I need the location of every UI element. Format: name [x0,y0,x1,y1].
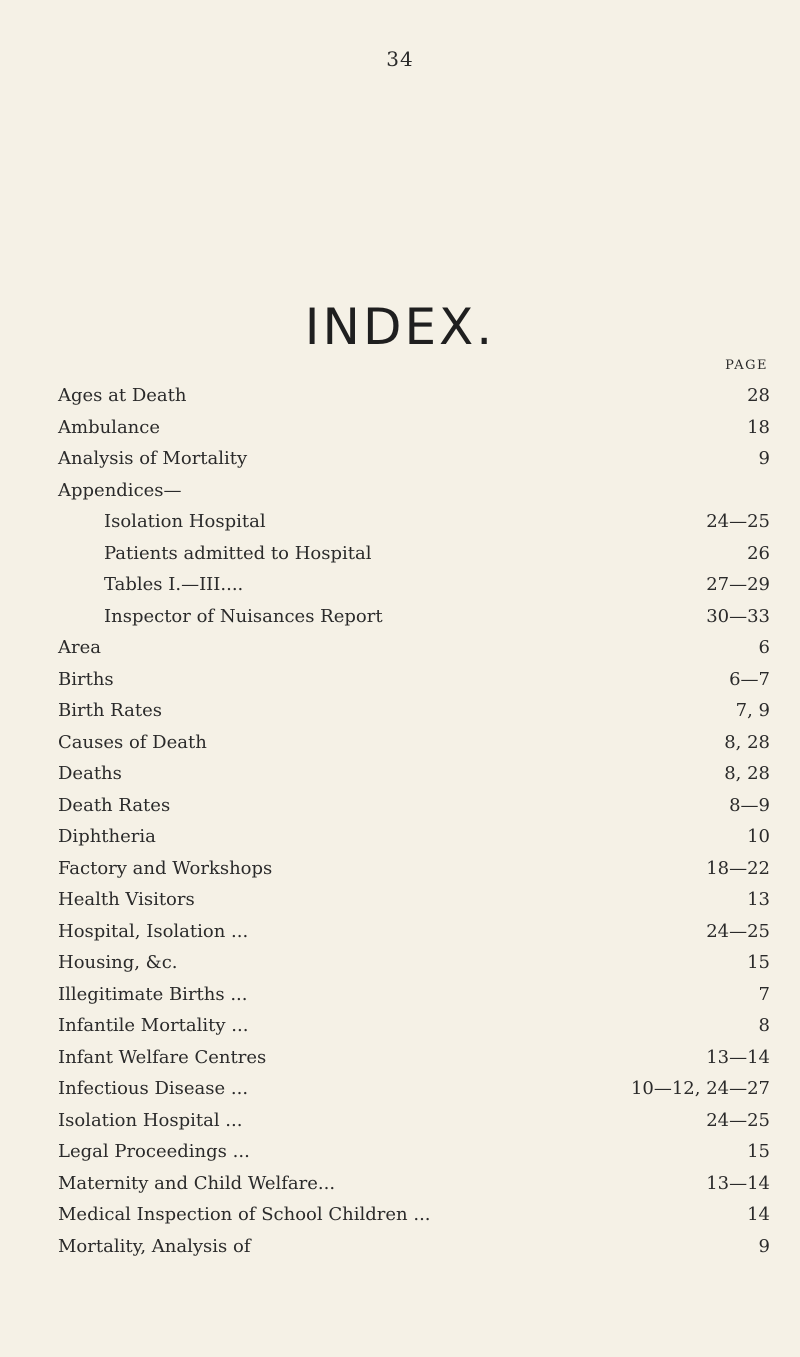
entry-page-ref: 10 [747,826,770,847]
index-subentry [58,506,770,538]
index-entries [58,380,770,1262]
entry-label: Appendices— [58,479,182,501]
index-entry [58,727,770,759]
entry-label: Housing, &c. [58,952,178,973]
entry-label: Medical Inspection of School Children ... [58,1204,431,1225]
page-number: 34 [386,47,414,71]
entry-label: Patients admitted to Hospital [104,542,372,564]
entry-page-ref: 10—12, 24—27 [630,1078,770,1099]
entry-label: Area [58,637,101,658]
entry-page-ref: 27—29 [706,574,770,595]
entry-label: Factory and Workshops [58,857,273,879]
entry-page-ref: 24—25 [706,920,770,942]
entry-label: Deaths [58,763,122,784]
entry-label: Isolation Hospital ... [58,1109,243,1131]
entry-page-ref: 13—14 [706,1046,770,1068]
entry-page-ref: 26 [747,542,770,564]
entry-label: Ages at Death [58,385,187,406]
entry-page-ref: 18 [747,416,770,438]
entry-page-ref: 8—9 [729,794,770,816]
index-entry [58,380,770,412]
index-entry [58,916,770,948]
index-entry [58,1010,770,1042]
page-column-header: PAGE [725,358,768,373]
entry-page-ref: 24—25 [706,1109,770,1131]
entry-label: Analysis of Mortality [58,448,248,469]
entry-label: Infectious Disease ... [58,1078,249,1099]
index-entry [58,1042,770,1074]
entry-label: Maternity and Child Welfare... [58,1172,336,1194]
entry-page-ref: 8, 28 [724,763,770,784]
entry-page-ref: 15 [747,952,770,973]
entry-label: Birth Rates [58,700,162,721]
entry-page-ref: 9 [758,448,770,469]
entry-label: Mortality, Analysis of [58,1235,251,1257]
index-subentry [58,538,770,570]
entry-page-ref: 14 [747,1204,770,1225]
index-entry [58,979,770,1011]
index-entry [58,758,770,790]
entry-label: Births [58,668,114,690]
index-subentry [58,569,770,601]
index-entry [58,1136,770,1168]
index-entry [58,853,770,885]
entry-page-ref: 8, 28 [724,731,770,753]
index-entry [58,884,770,916]
entry-label: Death Rates [58,794,171,816]
index-entry [58,1231,770,1263]
index-entry [58,821,770,853]
index-entry [58,1105,770,1137]
entry-label: Infant Welfare Centres [58,1046,267,1068]
index-title: INDEX. [304,298,496,356]
entry-page-ref: 30—33 [706,605,770,627]
entry-page-ref: 13 [747,889,770,910]
entry-label: Inspector of Nuisances Report [104,605,383,627]
entry-label: Tables I.—III.... [104,574,244,595]
index-entry [58,695,770,727]
entry-page-ref: 15 [747,1141,770,1162]
entry-label: Health Visitors [58,889,195,910]
entry-label: Legal Proceedings ... [58,1141,250,1162]
entry-page-ref: 7 [758,983,770,1005]
index-entry [58,412,770,444]
entry-label: Diphtheria [58,826,156,847]
entry-page-ref: 24—25 [706,511,770,532]
index-entry [58,1073,770,1105]
entry-page-ref: 28 [747,385,770,406]
index-entry [58,1168,770,1200]
entry-label: Illegitimate Births ... [58,983,248,1005]
entry-page-ref: 13—14 [706,1172,770,1194]
entry-label: Hospital, Isolation ... [58,920,249,942]
index-entry [58,947,770,979]
index-entry [58,443,770,475]
index-entry [58,475,770,507]
index-entry [58,790,770,822]
entry-page-ref: 6—7 [729,668,770,690]
entry-label: Causes of Death [58,731,207,753]
index-entry [58,664,770,696]
entry-page-ref: 6 [758,637,770,658]
entry-label: Isolation Hospital [104,511,266,532]
entry-label: Infantile Mortality ... [58,1015,249,1036]
entry-page-ref: 18—22 [706,857,770,879]
entry-label: Ambulance [58,416,160,438]
index-entry [58,632,770,664]
index-entry [58,1199,770,1231]
entry-page-ref: 9 [758,1235,770,1257]
entry-page-ref: 7, 9 [735,700,770,721]
index-subentry [58,601,770,633]
entry-page-ref: 8 [758,1015,770,1036]
